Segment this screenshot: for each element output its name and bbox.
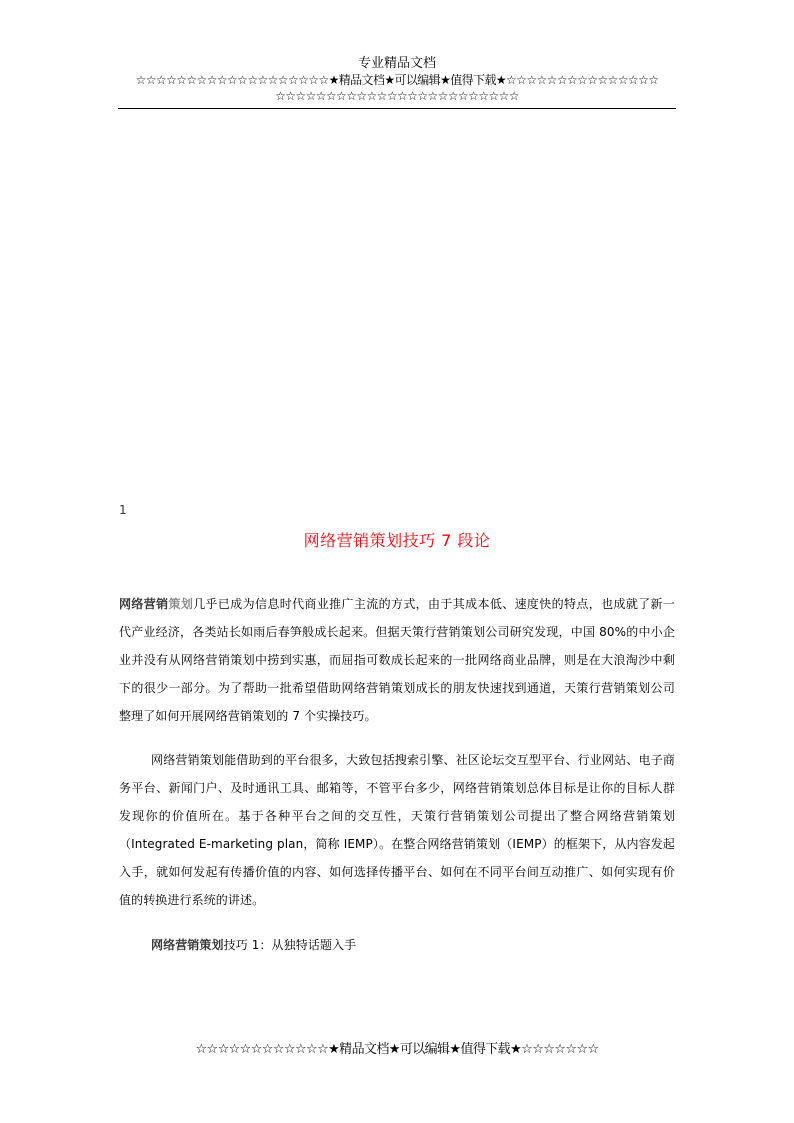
header-stars-line1: ☆☆☆☆☆☆☆☆☆☆☆☆☆☆☆☆☆☆☆★精品文档★可以编辑★值得下载★☆☆☆☆☆☆☆☆☆☆☆☆☆☆☆ xyxy=(135,73,659,87)
header-rule xyxy=(118,108,676,109)
header-stars-line2: ☆☆☆☆☆☆☆☆☆☆☆☆☆☆☆☆☆☆☆☆☆☆☆☆ xyxy=(275,89,519,103)
keyword-link[interactable]: 策划 xyxy=(168,597,194,611)
section-heading xyxy=(151,931,707,959)
keyword-link[interactable]: 网络营销 xyxy=(119,597,169,611)
header-title: 专业精品文档 xyxy=(357,56,436,71)
page-header xyxy=(118,56,676,104)
page-number: 1 xyxy=(119,503,127,517)
paragraph-text: 几乎已成为信息时代商业推广主流的方式，由于其成本低、速度快的特点，也成就了新一代产业经济，各类站长如雨后春笋般成长起来。但据天策行营销策划公司研究发现，中国 80%的中小企业并没有从网络营销策划中捞到实惠，而屈指可数成长起来的一批网络商业品牌，则是在大浪淘沙中剩下的很少一部分。为了帮助一批希望借助网络营销策划成长的朋友快速找到通道，天策行营销策划公司整理了如何开展网络营销策划的 7 个实操技巧。 xyxy=(119,597,676,723)
section-heading-text: 技巧 1：从独特话题入手 xyxy=(223,938,357,952)
document-title: 网络营销策划技巧 7 段论 xyxy=(303,531,491,550)
keyword-link[interactable]: 网络营销策划 xyxy=(151,938,224,952)
paragraph-platforms: 网络营销策划能借助到的平台很多，大致包括搜索引擎、社区论坛交互型平台、行业网站、电子商务平台、新闻门户、及时通讯工具、邮箱等，不管平台多少，网络营销策划总体目标是让你的目标人群发现你的价值所在。基于各种平台之间的交互性，天策行营销策划公司提出了整合网络营销策划（Integrated E-marketing plan，简称 IEMP）。在整合网络营销策划（IEMP）的框架下，从内容发起入手，就如何发起有传播价值的内容、如何选择传播平台、如何在不同平台间互动推广、如何实现有价值的转换进行系统的讲述。 xyxy=(119,753,675,907)
paragraph-intro xyxy=(119,590,675,730)
footer-stars: ☆☆☆☆☆☆☆☆☆☆☆☆★精品文档★可以编辑★值得下载★☆☆☆☆☆☆☆ xyxy=(195,1042,599,1057)
